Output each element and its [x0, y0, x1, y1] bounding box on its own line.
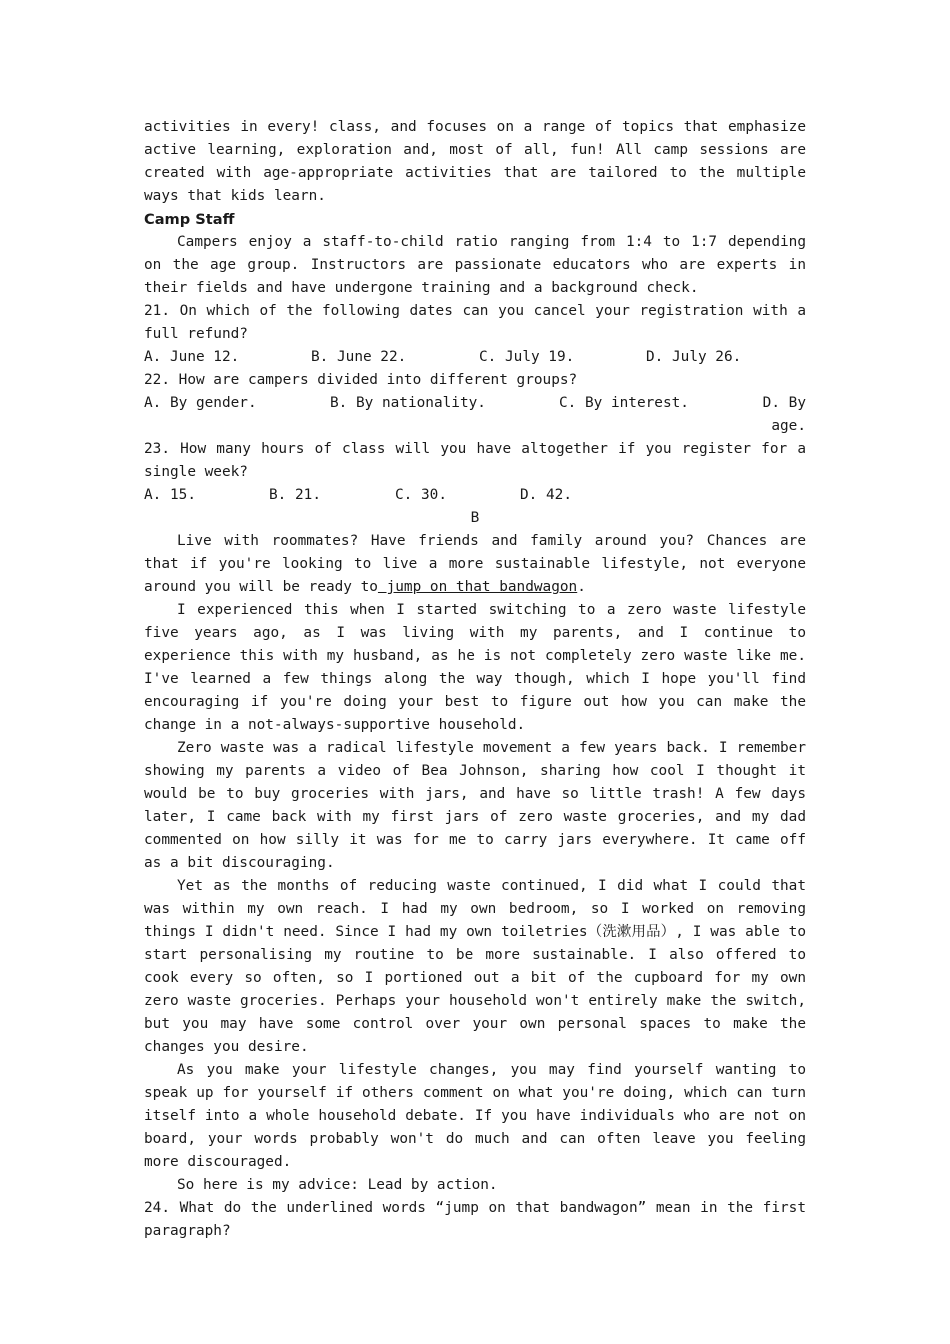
question-21-options	[144, 346, 806, 369]
option-b: B. 21.	[269, 487, 321, 503]
passage-b-paragraph-6: So here is my advice: Lead by action.	[177, 1177, 498, 1193]
question-22-stem: 22. How are campers divided into different groups?	[144, 372, 578, 388]
passage-b-paragraph-2: I experienced this when I started switching to a zero waste lifestyle five years ago, as I was living with my parents, and I continue to experience this with my husband, as he is not completely zero waste like me. I've learned a few things along the way though, which I hope you'll find encouraging if you're doing your best to figure out how you can make the change in a not-always-supportive household.	[144, 602, 806, 733]
option-b: B. By nationality.	[330, 395, 486, 411]
option-d: D. July 26.	[646, 349, 742, 365]
question-23-options	[144, 484, 806, 507]
option-c: C. By interest.	[559, 395, 689, 411]
intro-paragraph-tail: activities in every! class, and focuses on a range of topics that emphasize active learning, exploration and, most of all, fun! All camp sessions are created with age-appropriate activities that are tailored to the multiple ways that kids learn.	[144, 119, 806, 204]
passage-b-paragraph-3: Zero waste was a radical lifestyle movement a few years back. I remember showing my parents a video of Bea Johnson, sharing how cool I thought it would be to buy groceries with jars, and have so little trash! A few days later, I came back with my first jars of zero waste groceries, and my dad commented on how silly it was for me to carry jars everywhere. It came off as a bit discouraging.	[144, 740, 806, 871]
p1-text-before: Live with roommates? Have friends and family around you? Chances are that if you're looking to live a more sustainable lifestyle, not everyone around you will be ready to	[144, 533, 806, 595]
question-24-stem: 24. What do the underlined words “jump on that bandwagon” mean in the first paragraph?	[144, 1200, 806, 1239]
option-c: C. 30.	[395, 487, 447, 503]
passage-b-paragraph-5: As you make your lifestyle changes, you may find yourself wanting to speak up for yourself if others comment on what you're doing, which can turn itself into a whole household debate. If you have individuals who are not on board, your words probably won't do much and can often leave you feeling more discouraged.	[144, 1062, 806, 1170]
option-d: D. By age.	[762, 395, 806, 434]
question-22-options	[144, 392, 806, 438]
option-d: D. 42.	[520, 487, 572, 503]
option-b: B. June 22.	[311, 349, 407, 365]
question-21-stem: 21. On which of the following dates can you cancel your registration with a full refund?	[144, 303, 806, 342]
option-a: A. By gender.	[144, 395, 257, 411]
section-b-label: B	[470, 510, 480, 526]
option-a: A. 15.	[144, 487, 196, 503]
passage-b-paragraph-4: Yet as the months of reducing waste continued, I did what I could that was within my own reach. I had my own bedroom, so I worked on removing things I didn't need. Since I had my own toiletries（洗漱用品）, I was able to start personalising my routine to be more sustainable. I also offered to cook every so often, so I portioned out a bit of the cupboard for my own zero waste groceries. Perhaps your household won't entirely make the switch, but you may have some control over your own personal spaces to make the changes you desire.	[144, 878, 806, 1055]
option-a: A. June 12.	[144, 349, 240, 365]
passage-b-paragraph-1	[144, 530, 806, 599]
question-23-stem: 23. How many hours of class will you have altogether if you register for a single week?	[144, 441, 806, 480]
document-body	[144, 116, 806, 1243]
p1-text-after: .	[577, 579, 586, 595]
camp-staff-heading: Camp Staff	[144, 211, 235, 228]
camp-staff-paragraph: Campers enjoy a staff-to-child ratio ranging from 1:4 to 1:7 depending on the age group. Instructors are passionate educators who are experts in their fields and have undergone training and a background check.	[144, 234, 806, 296]
underlined-phrase: jump on that bandwagon	[377, 579, 578, 595]
option-c: C. July 19.	[479, 349, 575, 365]
